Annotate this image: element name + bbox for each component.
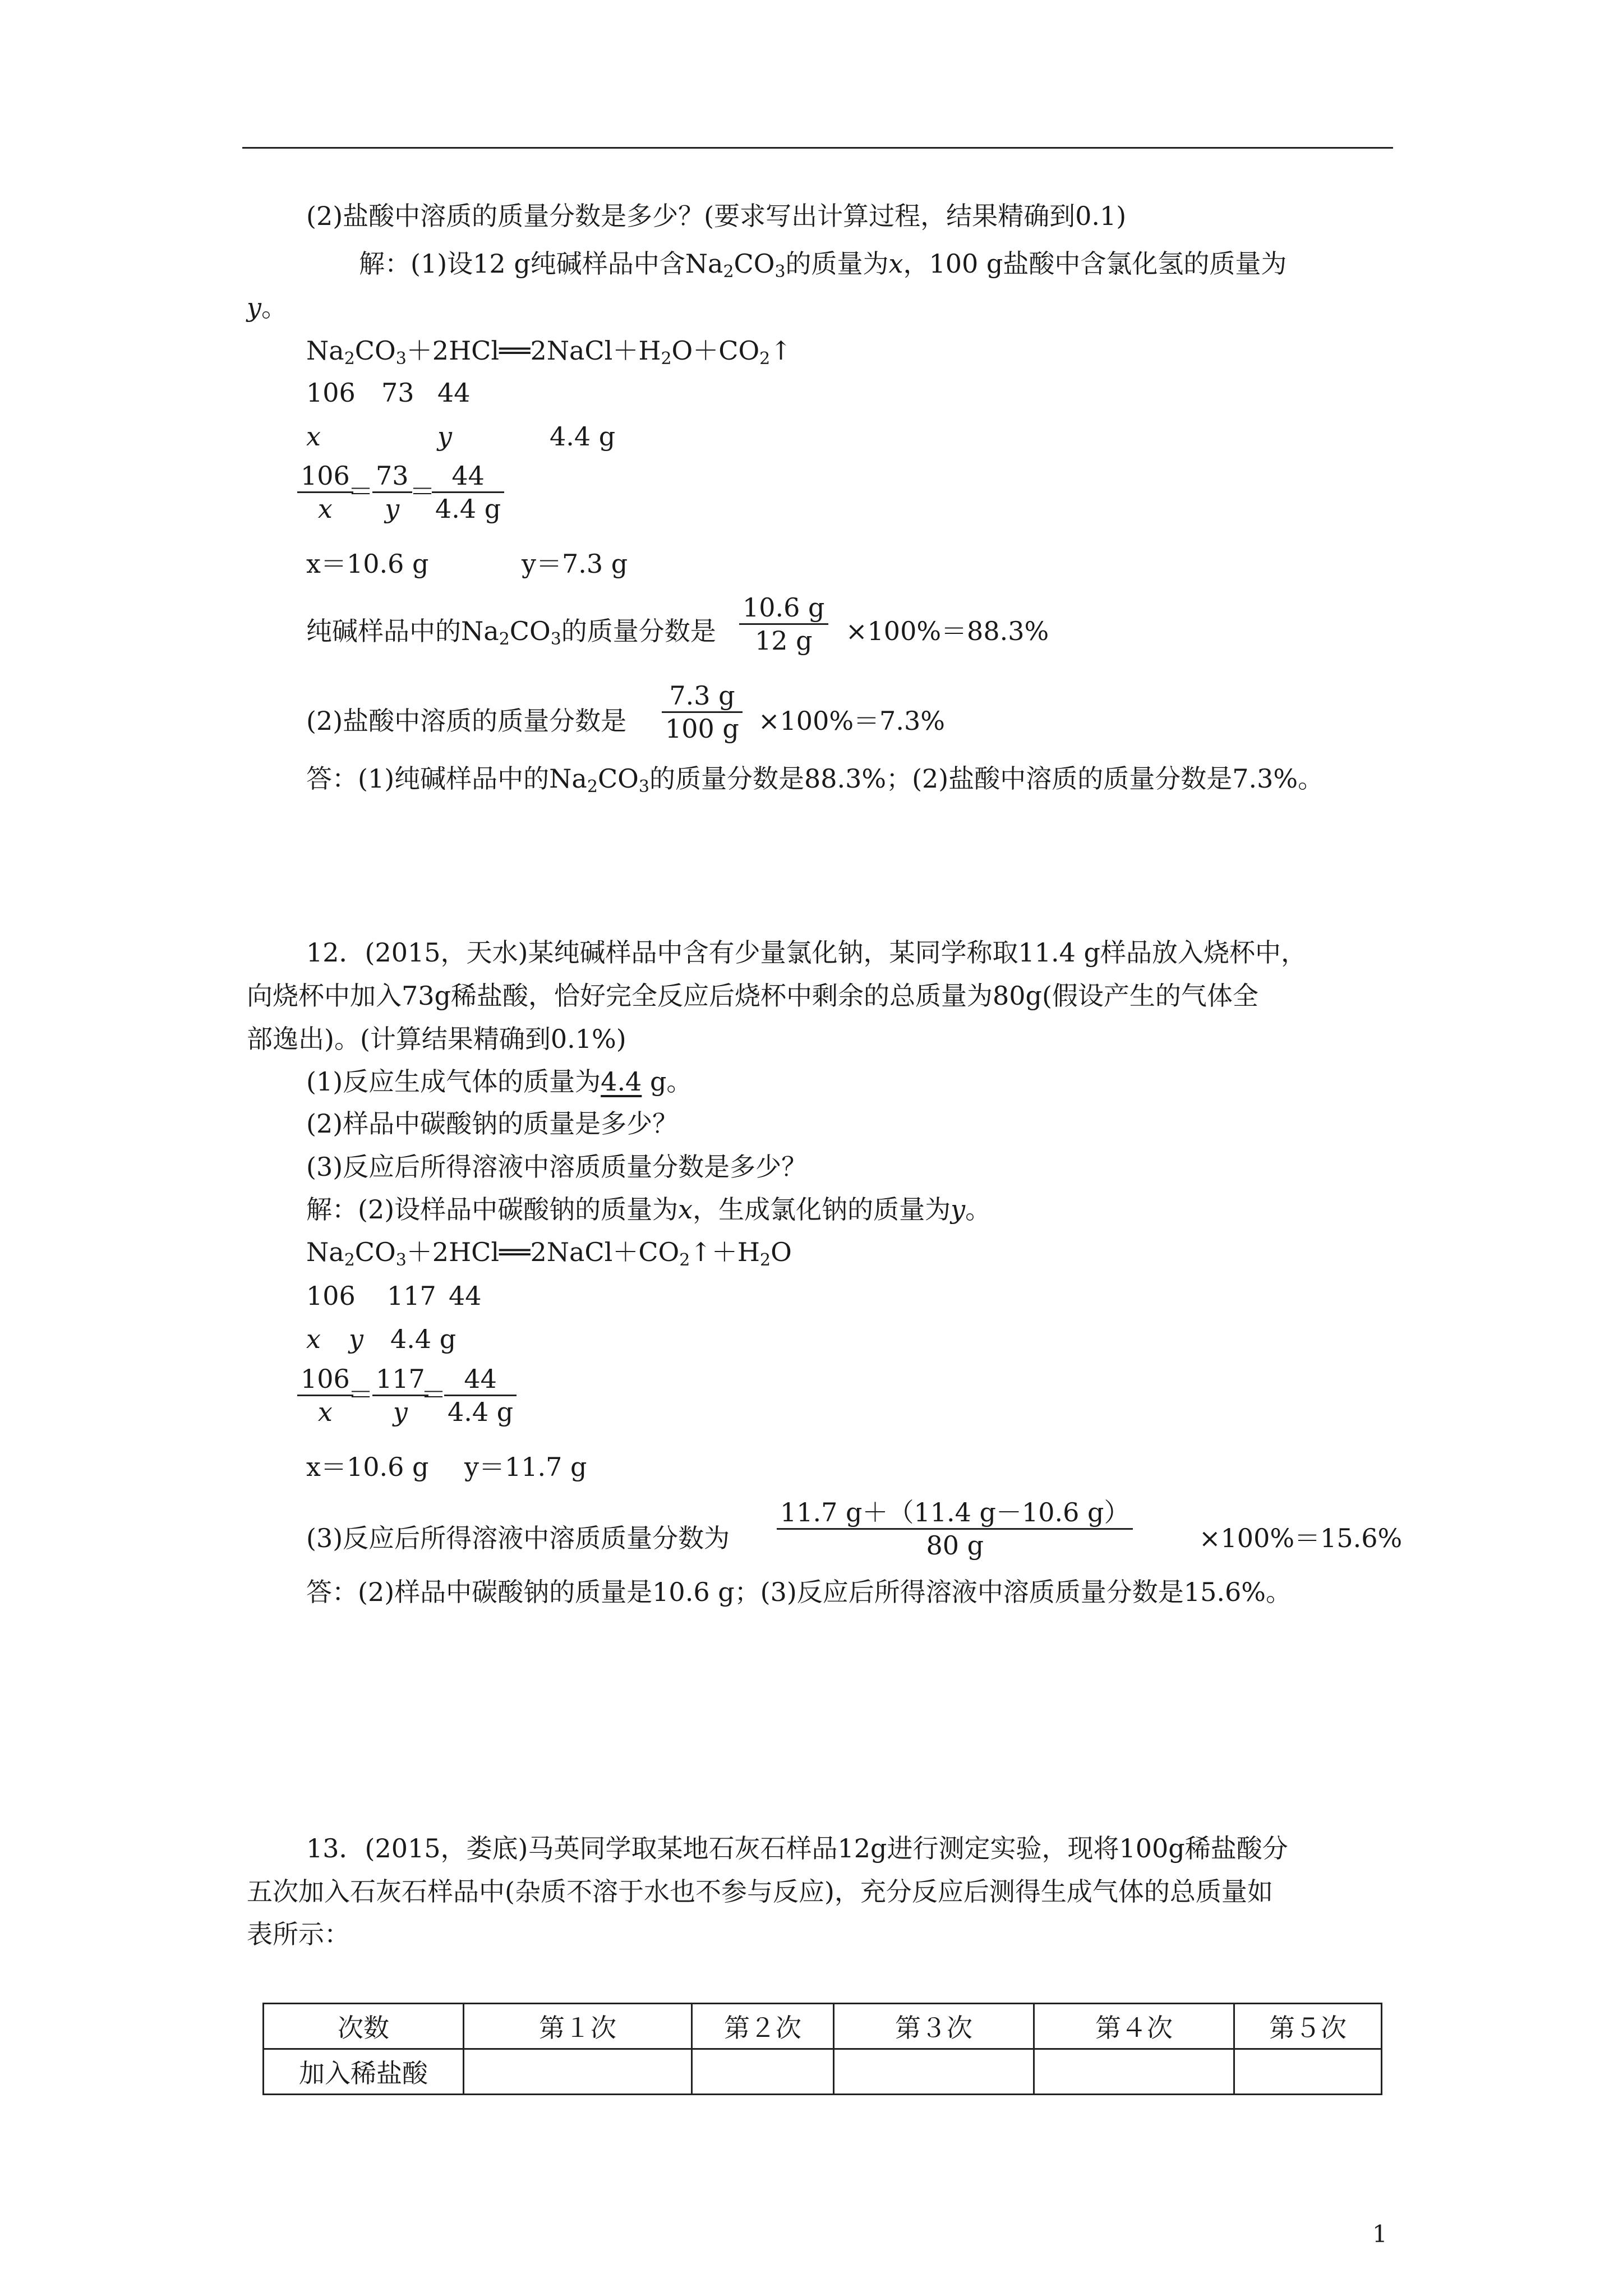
q12-ratio-equals-2: ＝	[421, 1379, 446, 1410]
q13-stem-line2: 五次加入石灰石样品中(杂质不溶于水也不参与反应)，充分反应后测得生成气体的总质量如	[247, 1876, 1273, 1907]
q12-part1-answer-blank: 4.4	[601, 1066, 642, 1097]
q12-part3-result: ×100%＝15.6%	[1199, 1523, 1403, 1553]
q11-ratio-fraction-2: 73 y	[372, 460, 412, 524]
q11-percent2-result: ×100%＝7.3%	[758, 706, 945, 736]
q11-ratio-fraction-3: 44 4.4 g	[432, 460, 504, 524]
q12-solution-setup: 解：(2)设样品中碳酸钠的质量为x，生成氯化钠的质量为y。	[306, 1194, 992, 1225]
table-header-cell: 第２次	[692, 2004, 834, 2049]
q11-percent1-fraction: 10.6 g 12 g	[739, 592, 828, 656]
q12-answer: 答：(2)样品中碳酸钠的质量是10.6 g；(3)反应后所得溶液中溶质质量分数是15.6%。	[306, 1577, 1292, 1607]
q11-percent1-result: ×100%＝88.3%	[846, 616, 1049, 646]
q11-chemical-equation: $Na_2CO_3+2HCl══2NaCl+H_2O+CO_2↑$	[306, 335, 792, 369]
q11-known-mass: 4.4 g	[550, 421, 616, 452]
q12-result-y: y＝11.7 g	[464, 1452, 587, 1482]
q11-mass-44: 44	[437, 378, 471, 408]
q13-results-table	[262, 2003, 1382, 2095]
table-row	[264, 2049, 1382, 2095]
q12-stem-line3: 部逸出)。(计算结果精确到0.1%)	[247, 1024, 626, 1054]
q12-part3-label: (3)反应后所得溶液中溶质质量分数为	[306, 1523, 730, 1553]
q12-mass-106: 106	[306, 1281, 356, 1311]
q11-unknown-x: x	[306, 421, 321, 452]
q12-part3: (3)反应后所得溶液中溶质质量分数是多少？	[306, 1152, 808, 1182]
q12-known-mass: 4.4 g	[390, 1324, 457, 1354]
q12-ratio-equals-1: ＝	[348, 1379, 374, 1410]
q12-part2: (2)样品中碳酸钠的质量是多少？	[306, 1108, 679, 1139]
q12-unknown-x: x	[306, 1324, 321, 1354]
q12-unknown-y: y	[349, 1324, 363, 1354]
q11-percent1-label: 纯碱样品中的$Na_2CO_3$的质量分数是	[306, 616, 716, 649]
table-header-cell: 次数	[264, 2004, 464, 2049]
table-header-cell: 第１次	[464, 2004, 692, 2049]
q13-stem-line1: 13．(2015，娄底)马英同学取某地石灰石样品12g进行测定实验，现将100g稀盐酸分	[306, 1833, 1288, 1864]
q12-ratio-fraction-2: 117 y	[372, 1363, 428, 1428]
q12-result-x: x＝10.6 g	[306, 1452, 429, 1482]
table-header-row	[264, 2004, 1382, 2049]
table-cell	[1034, 2049, 1234, 2095]
q11-solution-line1: 解：(1)设12 g纯碱样品中含$Na_2CO_3$的质量为x，100 g盐酸中含氯化氢的质量为	[359, 249, 1287, 282]
q12-ratio-fraction-3: 44 4.4 g	[444, 1363, 517, 1428]
q11-mass-106: 106	[306, 378, 356, 408]
table-header-cell: 第３次	[834, 2004, 1034, 2049]
q11-percent2-label: (2)盐酸中溶质的质量分数是	[306, 706, 627, 736]
table-cell	[1234, 2049, 1382, 2095]
table-cell	[464, 2049, 692, 2095]
q11-unknown-y: y	[437, 421, 452, 452]
q12-ratio-fraction-1: 106 x	[297, 1363, 353, 1428]
q12-part1: (1)反应生成气体的质量为4.4 g。	[306, 1066, 693, 1097]
table-cell: 加入稀盐酸	[264, 2049, 464, 2095]
q11-solution-line2: y。	[247, 292, 287, 323]
page-number: 1	[1372, 2220, 1387, 2248]
q12-stem-line1: 12．(2015，天水)某纯碱样品中含有少量氯化钠，某同学称取11.4 g样品放入烧杯中，	[306, 937, 1307, 968]
table-cell	[834, 2049, 1034, 2095]
q11-ratio-equals-2: ＝	[409, 476, 435, 507]
q11-result-y: y＝7.3 g	[522, 549, 628, 579]
q11-ratio-fraction-1: 106 x	[297, 460, 353, 524]
q12-mass-117: 117	[387, 1281, 436, 1311]
q11-part2-question: (2)盐酸中溶质的质量分数是多少？(要求写出计算过程，结果精确到0.1)	[306, 201, 1127, 231]
q11-mass-73: 73	[381, 378, 414, 408]
q12-part3-fraction: 11.7 g＋（11.4 g－10.6 g） 80 g	[777, 1497, 1133, 1561]
q12-mass-44: 44	[449, 1281, 482, 1311]
q12-stem-line2: 向烧杯中加入73g稀盐酸，恰好完全反应后烧杯中剩余的总质量为80g(假设产生的气体全	[247, 981, 1258, 1011]
header-rule	[242, 147, 1393, 149]
q11-ratio-equals-1: ＝	[348, 476, 374, 507]
q11-result-x: x＝10.6 g	[306, 549, 429, 579]
q11-percent2-fraction: 7.3 g 100 g	[662, 680, 743, 744]
table-cell	[692, 2049, 834, 2095]
q12-chemical-equation: $Na_2CO_3+2HCl══2NaCl+CO_2↑+H_2O$	[306, 1237, 792, 1270]
q11-answer: 答：(1)纯碱样品中的$Na_2CO_3$的质量分数是88.3%；(2)盐酸中溶质的质量分数是7.3%。	[306, 763, 1324, 797]
table-header-cell: 第４次	[1034, 2004, 1234, 2049]
q13-stem-line3: 表所示：	[247, 1919, 350, 1949]
table-header-cell: 第５次	[1234, 2004, 1382, 2049]
